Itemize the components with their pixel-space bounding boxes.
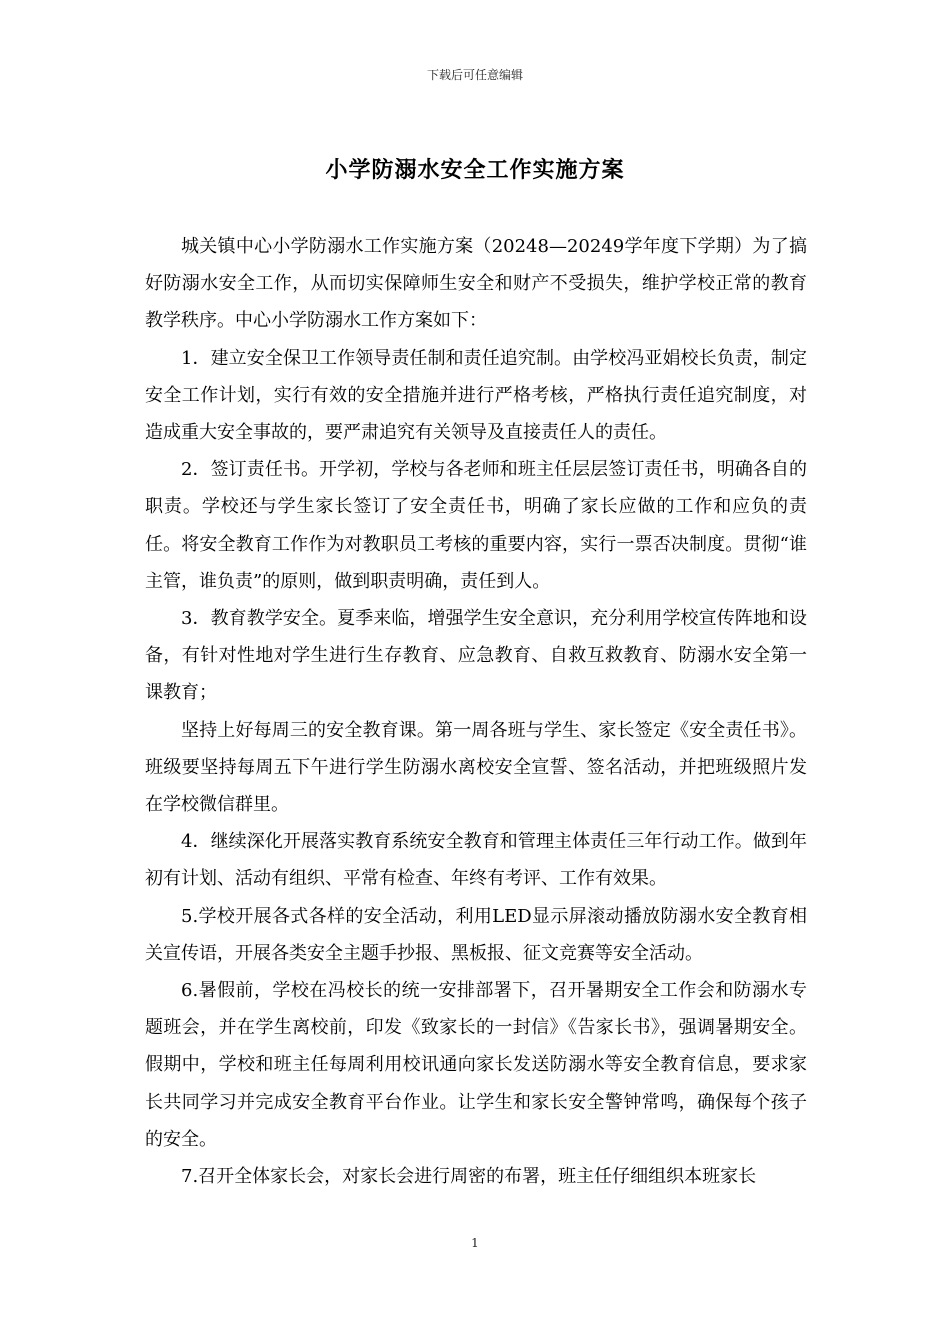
paragraph-item-3: 3．教育教学安全。夏季来临，增强学生安全意识，充分利用学校宣传阵地和设备，有针对性地对学生进行生存教育、应急教育、自救互救教育、防溺水安全第一课教育；: [145, 608, 807, 704]
document-body: [145, 228, 807, 1195]
paragraph-item-2: 2．签订责任书。开学初，学校与各老师和班主任层层签订责任书，明确各自的职责。学校还与学生家长签订了安全责任书，明确了家长应做的工作和应负的责任。将安全教育工作作为对教职员工考核的重要内容，实行一票否决制度。贯彻“谁主管，谁负责”的原则，做到职责明确，责任到人。: [145, 459, 807, 592]
document-title: 小学防溺水安全工作实施方案: [325, 157, 625, 183]
paragraph-item-1: 1．建立安全保卫工作领导责任制和责任追究制。由学校冯亚娟校长负责，制定安全工作计划，实行有效的安全措施并进行严格考核，严格执行责任追究制度，对造成重大安全事故的，要严肃追究有关领导及直接责任人的责任。: [145, 347, 807, 444]
page-header: 下载后可任意编辑: [426, 68, 523, 82]
paragraph-item-5: 5.学校开展各式各样的安全活动，利用LED显示屏滚动播放防溺水安全教育相关宣传语，开展各类安全主题手抄报、黑板报、征文竞赛等安全活动。: [145, 905, 807, 964]
paragraph-intro: 城关镇中心小学防溺水工作实施方案（20248—20249学年度下学期）为了搞好防溺水安全工作，从而切实保障师生安全和财产不受损失，维护学校正常的教育教学秩序。中心小学防溺水工作方案如下：: [145, 236, 807, 332]
paragraph-item-4: 4．继续深化开展落实教育系统安全教育和管理主体责任三年行动工作。做到年初有计划、活动有组织、平常有检查、年终有考评、工作有效果。: [145, 831, 807, 890]
paragraph-item-6: 6.暑假前，学校在冯校长的统一安排部署下，召开暑期安全工作会和防溺水专题班会，并在学生离校前，印发《致家长的一封信》《告家长书》，强调暑期安全。假期中，学校和班主任每周利用校讯通向家长发送防溺水等安全教育信息，要求家长共同学习并完成安全教育平台作业。让学生和家长安全警钟常鸣，确保每个孩子的安全。: [145, 980, 807, 1150]
paragraph-item-3-continued: 坚持上好每周三的安全教育课。第一周各班与学生、家长签定《安全责任书》。班级要坚持每周五下午进行学生防溺水离校安全宣誓、签名活动，并把班级照片发在学校微信群里。: [145, 719, 807, 816]
page-number: 1: [471, 1236, 479, 1250]
paragraph-item-7: 7.召开全体家长会，对家长会进行周密的布署，班主任仔细组织本班家长: [181, 1166, 757, 1188]
